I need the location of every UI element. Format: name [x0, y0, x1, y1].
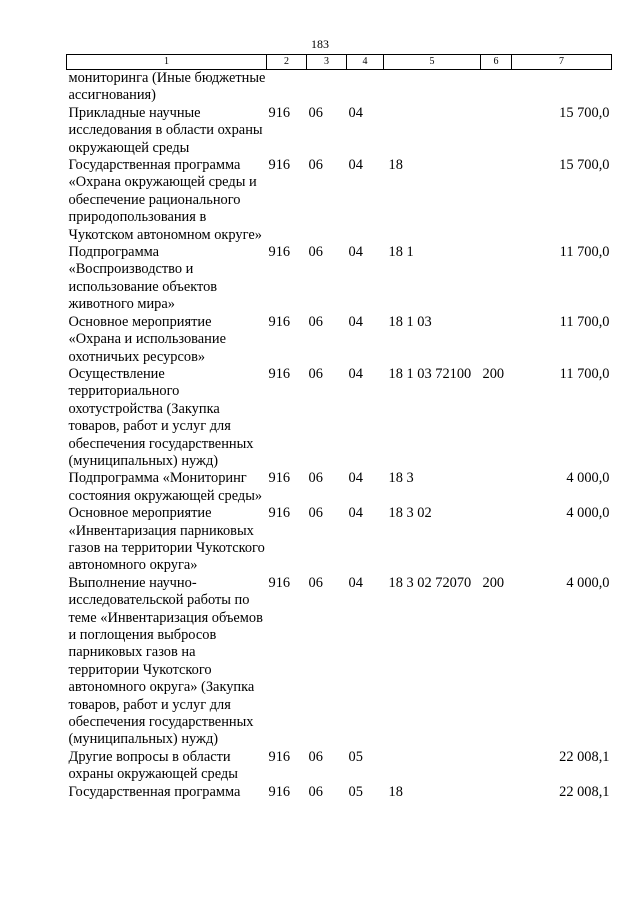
table-row: [67, 784, 612, 801]
row-ministry: 916: [268, 505, 291, 522]
row-target: 18: [388, 783, 403, 800]
table-body: [67, 70, 612, 802]
row-ministry: [267, 70, 307, 105]
row-subsection: 04: [348, 157, 363, 174]
table-row: [67, 505, 612, 575]
row-target: 18: [388, 157, 403, 174]
row-ministry: 916: [268, 574, 291, 591]
row-subsection: 05: [348, 748, 363, 765]
row-target: 18 1: [388, 244, 414, 261]
row-ministry: 916: [268, 157, 291, 174]
row-section: 06: [308, 574, 323, 591]
row-type: [481, 749, 512, 784]
row-name: Выполнение научно-исследовательской работы по теме «Инвентаризация объемов и поглощения выбросов парниковых газов на территории Чукотского автономного округа» (Закупка товаров, работ и услуг для обеспечения государственных (муниципальных) нужд): [68, 574, 263, 748]
table-row: [67, 244, 612, 314]
row-name: мониторинга (Иные бюджетные ассигнования): [68, 70, 266, 104]
row-target: 18 1 03 72100: [388, 365, 472, 382]
table-header: [67, 55, 612, 70]
row-target: [384, 105, 481, 157]
row-target: 18 3: [388, 470, 414, 487]
row-subsection: 04: [348, 244, 363, 261]
header-col-1: 1: [67, 55, 267, 70]
row-name: Подпрограмма «Воспроизводство и использование объектов животного мира»: [68, 244, 218, 313]
row-section: 06: [308, 470, 323, 487]
row-type: 200: [482, 574, 505, 591]
row-ministry: 916: [268, 748, 291, 765]
row-amount: [512, 70, 612, 105]
row-amount: 22 008,1: [559, 748, 610, 765]
row-section: 06: [308, 104, 323, 121]
row-target: 18 3 02: [388, 505, 432, 522]
row-name: Осуществление территориального охотустройства (Закупка товаров, работ и услуг для обеспечения государственных (муниципальных) нужд): [68, 365, 254, 469]
row-ministry: 916: [268, 104, 291, 121]
row-amount: 4 000,0: [566, 505, 610, 522]
row-subsection: 04: [348, 313, 363, 330]
header-col-5: 5: [384, 55, 481, 70]
row-name: Основное мероприятие «Инвентаризация парниковых газов на территории Чукотского автономного округа»: [68, 505, 265, 574]
row-amount: 15 700,0: [559, 157, 610, 174]
table-row: [67, 157, 612, 244]
row-amount: 11 700,0: [559, 365, 610, 382]
header-col-7: 7: [512, 55, 612, 70]
row-ministry: 916: [268, 244, 291, 261]
row-subsection: [347, 70, 384, 105]
budget-table: [66, 54, 612, 801]
row-amount: 4 000,0: [566, 574, 610, 591]
row-ministry: 916: [268, 470, 291, 487]
row-type: [481, 784, 512, 801]
table-row: [67, 470, 612, 505]
table-row: [67, 105, 612, 157]
row-target: 18 1 03: [388, 313, 432, 330]
row-section: 06: [308, 365, 323, 382]
row-name: Другие вопросы в области охраны окружающей среды: [68, 748, 238, 783]
row-target: [384, 749, 481, 784]
row-amount: 22 008,1: [559, 783, 610, 800]
row-ministry: 916: [268, 365, 291, 382]
row-subsection: 04: [348, 470, 363, 487]
row-name: Прикладные научные исследования в области охраны окружающей среды: [68, 104, 263, 156]
row-section: 06: [308, 748, 323, 765]
row-section: 06: [308, 783, 323, 800]
header-col-6: 6: [481, 55, 512, 70]
row-name: Основное мероприятие «Охрана и использование охотничьих ресурсов»: [68, 313, 226, 365]
row-ministry: 916: [268, 783, 291, 800]
row-subsection: 04: [348, 104, 363, 121]
row-target: [384, 70, 481, 105]
row-section: 06: [308, 157, 323, 174]
table-row: [67, 575, 612, 749]
row-ministry: 916: [268, 313, 291, 330]
header-col-4: 4: [347, 55, 384, 70]
header-row: [67, 55, 612, 70]
row-amount: 11 700,0: [559, 313, 610, 330]
row-subsection: 04: [348, 574, 363, 591]
header-col-3: 3: [307, 55, 347, 70]
table-row: [67, 749, 612, 784]
row-amount: 4 000,0: [566, 470, 610, 487]
row-subsection: 04: [348, 365, 363, 382]
row-type: 200: [482, 365, 505, 382]
row-subsection: 05: [348, 783, 363, 800]
row-section: [307, 70, 347, 105]
row-type: [481, 70, 512, 105]
row-section: 06: [308, 505, 323, 522]
row-type: [481, 244, 512, 314]
row-type: [481, 470, 512, 505]
row-type: [481, 157, 512, 244]
header-col-2: 2: [267, 55, 307, 70]
row-section: 06: [308, 313, 323, 330]
row-amount: 15 700,0: [559, 104, 610, 121]
row-type: [481, 314, 512, 366]
page-number: 183: [311, 37, 329, 51]
row-type: [481, 505, 512, 575]
table-row: [67, 314, 612, 366]
row-name: Государственная программа: [68, 783, 241, 800]
table-row: [67, 70, 612, 105]
row-subsection: 04: [348, 505, 363, 522]
row-name: Подпрограмма «Мониторинг состояния окружающей среды»: [68, 470, 263, 504]
row-section: 06: [308, 244, 323, 261]
row-target: 18 3 02 72070: [388, 574, 472, 591]
row-type: [481, 105, 512, 157]
row-name: Государственная программа «Охрана окружающей среды и обеспечение рационального природопользования в Чукотском автономном округе»: [68, 157, 262, 243]
row-amount: 11 700,0: [559, 244, 610, 261]
table-row: [67, 366, 612, 470]
